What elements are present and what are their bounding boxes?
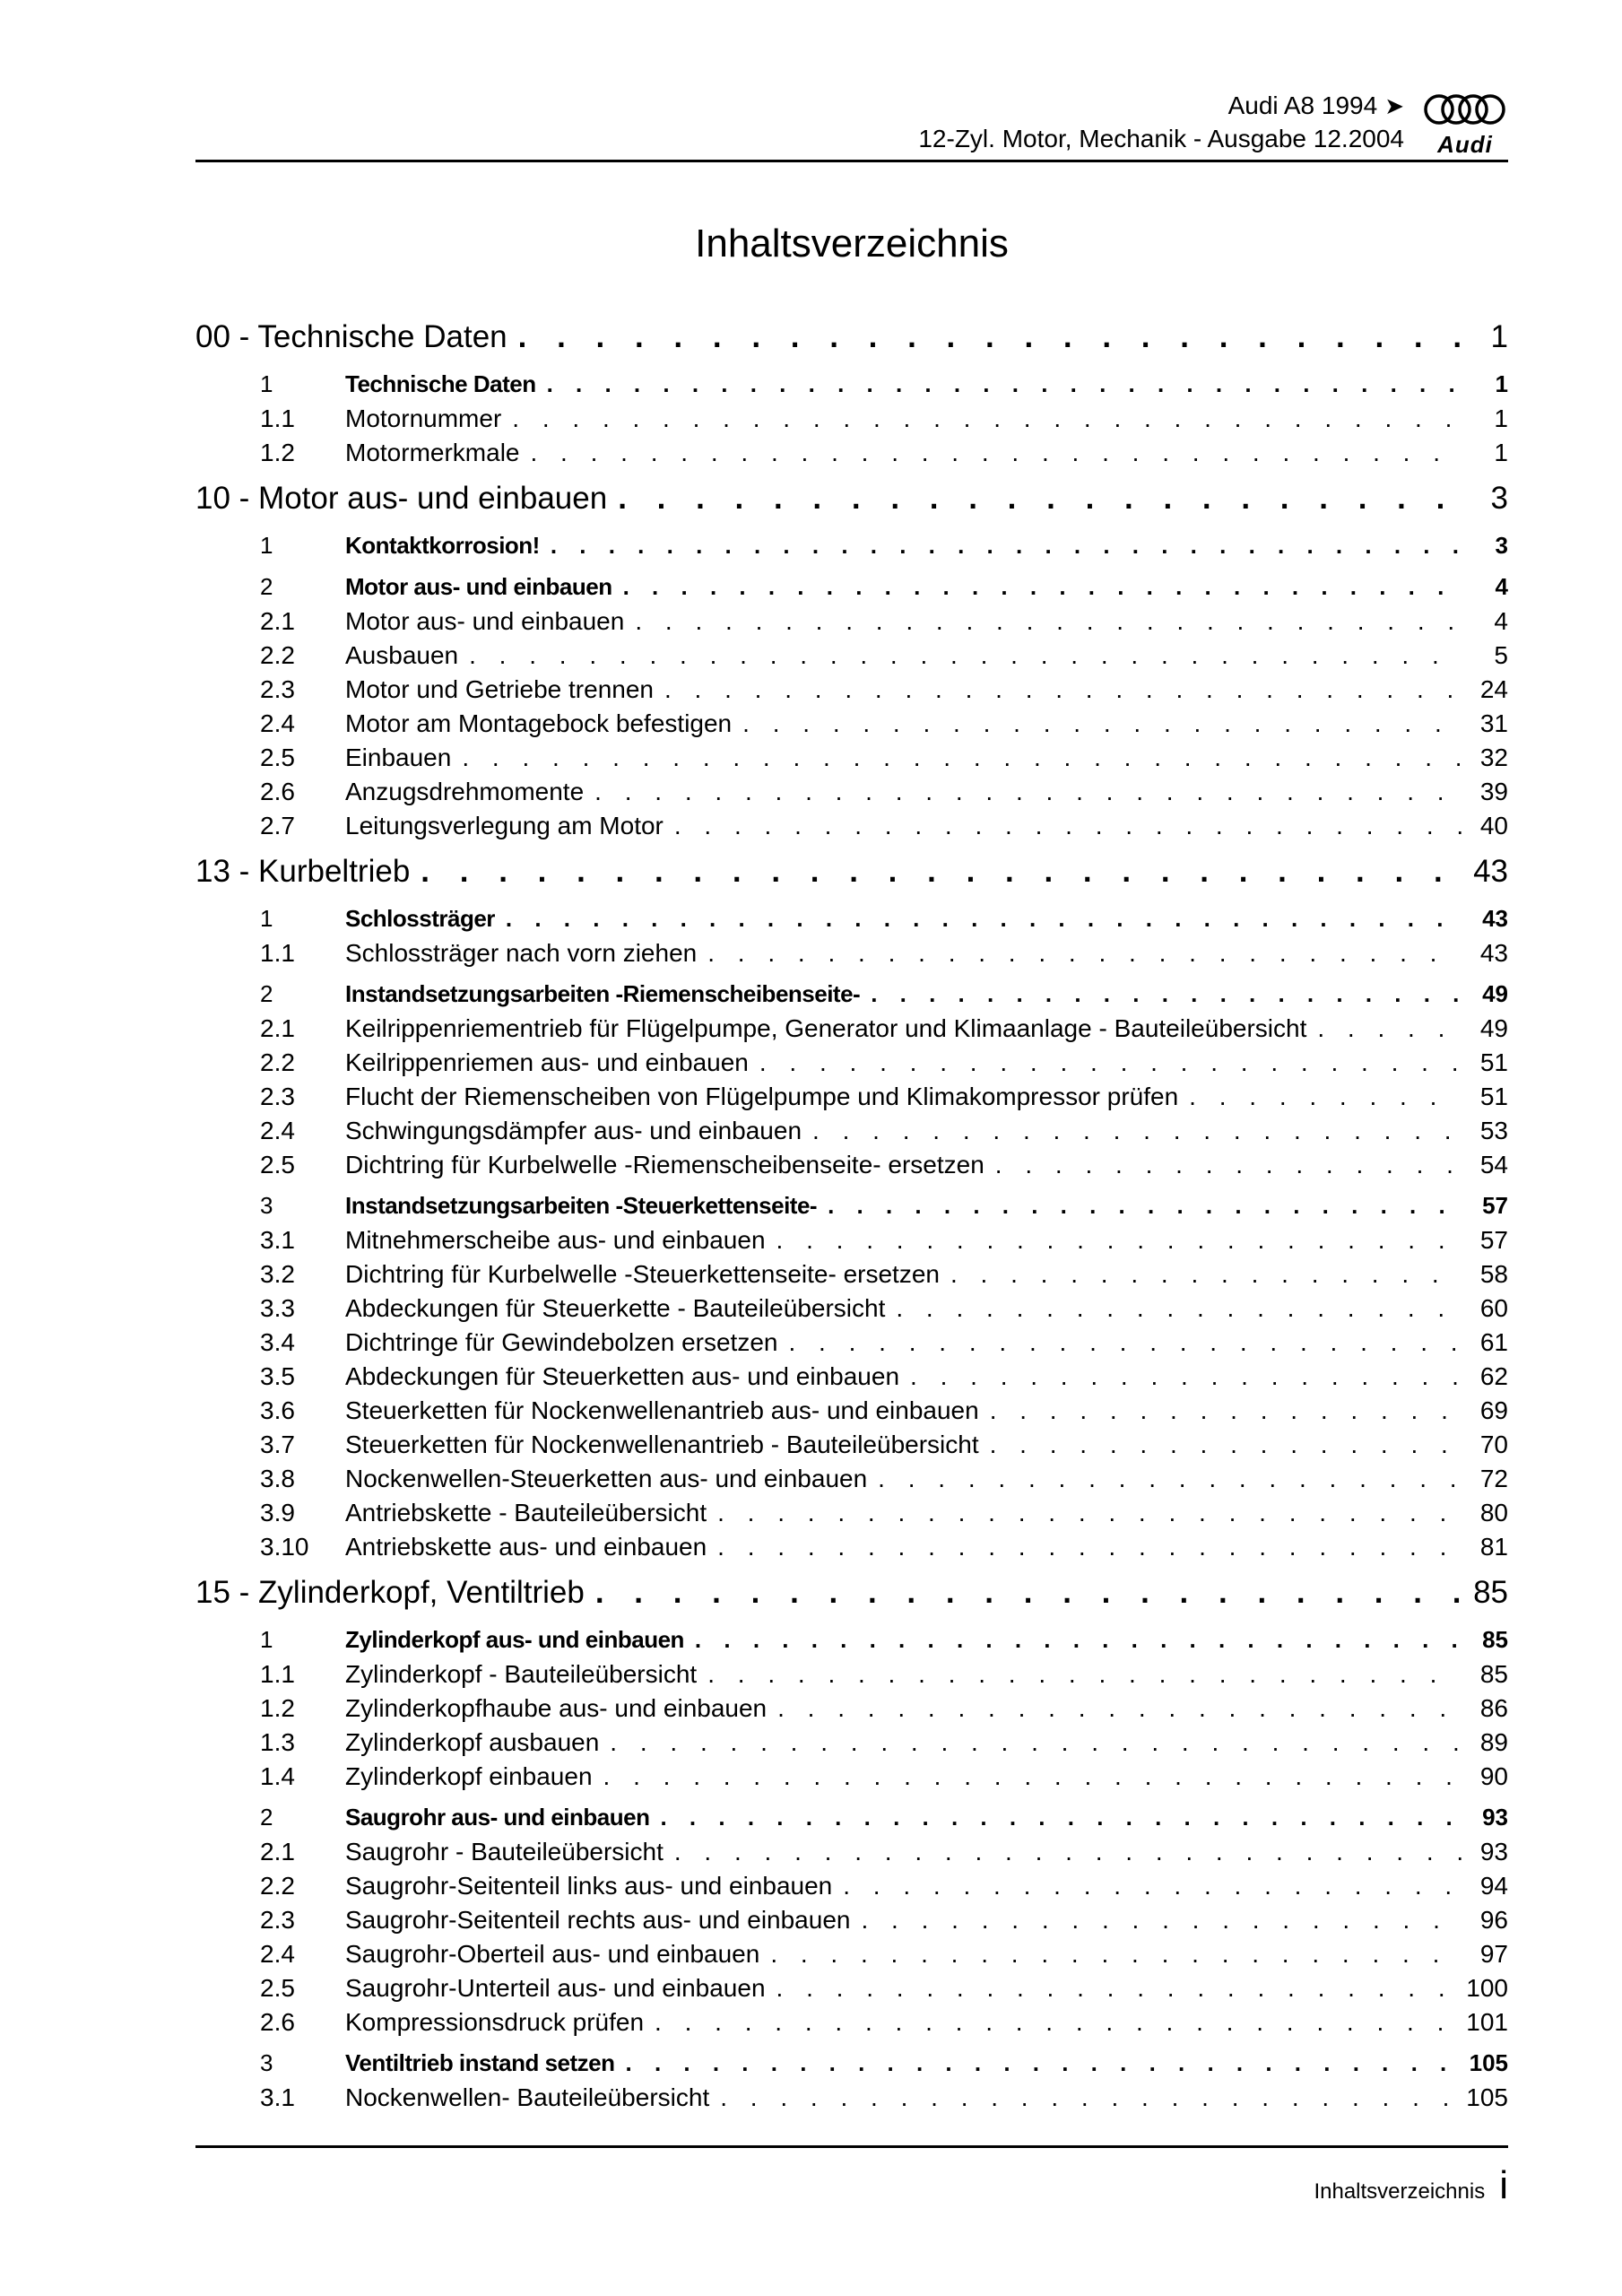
toc-page-number: 43 — [1482, 905, 1508, 932]
dot-leader — [776, 1223, 1462, 1257]
toc-number: 1.4 — [260, 1762, 295, 1790]
dot-leader — [626, 2045, 1459, 2081]
toc-number: 2.1 — [260, 607, 295, 635]
toc-subsection[interactable] — [195, 1835, 1508, 1869]
toc-subsection[interactable] — [195, 639, 1508, 673]
toc-chapter[interactable] — [195, 470, 1508, 527]
page-title: Inhaltsverzeichnis — [695, 222, 1009, 265]
page-header — [195, 90, 1508, 161]
toc-subsection[interactable] — [195, 1148, 1508, 1182]
toc-subsection[interactable] — [195, 1692, 1508, 1726]
dot-leader — [512, 402, 1462, 436]
toc-number: 2.4 — [260, 1940, 295, 1968]
toc-number: 2.2 — [260, 641, 295, 669]
toc-page-number: 89 — [1479, 1728, 1508, 1756]
toc-subsection[interactable] — [195, 1937, 1508, 1971]
toc-label: Dichtring für Kurbelwelle -Steuerkettenseite- ersetzen — [345, 1260, 940, 1288]
toc-section[interactable] — [195, 2045, 1508, 2081]
toc-section[interactable] — [195, 900, 1508, 936]
toc-subsection[interactable] — [195, 436, 1508, 470]
toc-page-number: 58 — [1479, 1260, 1508, 1288]
toc-number: 2.3 — [260, 675, 295, 703]
toc-label: Zylinderkopf einbauen — [345, 1762, 593, 1790]
toc-page-number: 53 — [1479, 1117, 1508, 1144]
dot-leader — [551, 527, 1462, 563]
dot-leader — [707, 1657, 1462, 1692]
toc-label: Abdeckungen für Steuerketten aus- und einbauen — [345, 1362, 900, 1390]
footer-label: Inhaltsverzeichnis — [1314, 2179, 1486, 2204]
toc-label: Leitungsverlegung am Motor — [345, 812, 664, 839]
dot-leader — [720, 2081, 1455, 2115]
dot-leader — [610, 1726, 1462, 1760]
toc-page-number: 51 — [1479, 1083, 1508, 1110]
toc-section[interactable] — [195, 569, 1508, 604]
dot-leader — [759, 1046, 1462, 1080]
toc-subsection[interactable] — [195, 1046, 1508, 1080]
toc-number: 2.6 — [260, 2008, 295, 2036]
toc-number: 1 — [260, 370, 273, 397]
toc-label: Anzugsdrehmomente — [345, 778, 585, 805]
toc-section[interactable] — [195, 366, 1508, 402]
toc-number: 1.3 — [260, 1728, 295, 1756]
toc-label: Zylinderkopfhaube aus- und einbauen — [345, 1694, 768, 1722]
toc-page-number: 62 — [1479, 1362, 1508, 1390]
toc-subsection[interactable] — [195, 1462, 1508, 1496]
toc-page-number: 96 — [1479, 1906, 1508, 1934]
toc-page-number: 61 — [1479, 1328, 1508, 1356]
dot-leader — [674, 809, 1462, 843]
toc-number: 2.3 — [260, 1906, 295, 1934]
toc-label: Instandsetzungsarbeiten -Steuerkettenseite- — [345, 1192, 818, 1219]
toc-subsection[interactable] — [195, 1326, 1508, 1360]
toc-page-number: 40 — [1479, 812, 1508, 839]
dot-leader — [990, 1394, 1462, 1428]
toc-page-number: 1 — [1494, 404, 1508, 432]
toc-subsection[interactable] — [195, 1428, 1508, 1462]
dot-leader — [828, 1187, 1462, 1223]
dot-leader — [421, 843, 1462, 900]
toc-subsection[interactable] — [195, 1292, 1508, 1326]
dot-leader — [595, 1564, 1462, 1622]
footer-divider — [195, 2145, 1508, 2148]
toc-label: Motor aus- und einbauen — [345, 573, 612, 600]
toc-number: 2.5 — [260, 1151, 295, 1178]
toc-label: Saugrohr aus- und einbauen — [345, 1804, 650, 1831]
toc-page-number: 43 — [1479, 939, 1508, 967]
toc-subsection[interactable] — [195, 1760, 1508, 1794]
audi-logo — [1422, 90, 1508, 160]
toc-number: 3.8 — [260, 1465, 295, 1492]
toc-number: 3.6 — [260, 1396, 295, 1424]
toc-page-number: 70 — [1479, 1431, 1508, 1458]
toc-subsection[interactable] — [195, 1114, 1508, 1148]
table-of-contents — [195, 309, 1508, 2115]
toc-page-number: 81 — [1479, 1533, 1508, 1561]
dot-leader — [742, 707, 1462, 741]
toc-page-number: 54 — [1479, 1151, 1508, 1178]
toc-number: 3.1 — [260, 2083, 295, 2111]
dot-leader — [896, 1292, 1462, 1326]
dot-leader — [664, 673, 1462, 707]
toc-number: 3.3 — [260, 1294, 295, 1322]
toc-subsection[interactable] — [195, 1530, 1508, 1564]
toc-number: 2 — [260, 980, 273, 1007]
toc-label: 10 - Motor aus- und einbauen — [195, 481, 608, 516]
toc-section[interactable] — [195, 1799, 1508, 1835]
toc-label: Ausbauen — [345, 641, 459, 669]
toc-subsection[interactable] — [195, 673, 1508, 707]
toc-number: 2.3 — [260, 1083, 295, 1110]
toc-section[interactable] — [195, 1622, 1508, 1657]
toc-label: Dichtring für Kurbelwelle -Riemenscheibenseite- ersetzen — [345, 1151, 984, 1178]
dot-leader — [950, 1257, 1462, 1292]
dot-leader — [530, 436, 1462, 470]
toc-number: 3.9 — [260, 1499, 295, 1526]
toc-page-number: 72 — [1479, 1465, 1508, 1492]
toc-number: 3.1 — [260, 1226, 295, 1254]
toc-label: Zylinderkopf - Bauteileübersicht — [345, 1660, 698, 1688]
toc-subsection[interactable] — [195, 1726, 1508, 1760]
dot-leader — [660, 1799, 1462, 1835]
toc-page-number: 60 — [1479, 1294, 1508, 1322]
toc-label: Kontaktkorrosion! — [345, 532, 540, 559]
toc-label: Dichtringe für Gewindebolzen ersetzen — [345, 1328, 778, 1356]
audi-rings-icon — [1422, 90, 1508, 131]
toc-page-number: 105 — [1466, 2083, 1508, 2111]
toc-number: 2.6 — [260, 778, 295, 805]
toc-page-number: 1 — [1490, 319, 1508, 354]
dot-leader — [843, 1869, 1462, 1903]
toc-number: 2.1 — [260, 1838, 295, 1866]
header-model: Audi A8 1994 — [1227, 91, 1378, 119]
toc-subsection[interactable] — [195, 2081, 1508, 2115]
dot-leader — [812, 1114, 1462, 1148]
toc-number: 2 — [260, 573, 273, 600]
dot-leader — [462, 741, 1462, 775]
toc-subsection[interactable] — [195, 1496, 1508, 1530]
toc-page-number: 39 — [1479, 778, 1508, 805]
dot-leader — [594, 775, 1462, 809]
toc-subsection[interactable] — [195, 1012, 1508, 1046]
dot-leader — [635, 604, 1462, 639]
toc-label: Nockenwellen-Steuerketten aus- und einbauen — [345, 1465, 868, 1492]
toc-section[interactable] — [195, 976, 1508, 1012]
toc-number: 3.10 — [260, 1533, 309, 1561]
dot-leader — [788, 1326, 1462, 1360]
toc-number: 1.2 — [260, 439, 295, 466]
toc-chapter[interactable] — [195, 843, 1508, 900]
dot-leader — [547, 366, 1462, 402]
dot-leader — [717, 1496, 1462, 1530]
toc-subsection[interactable] — [195, 1394, 1508, 1428]
toc-number: 2.4 — [260, 1117, 295, 1144]
toc-label: Technische Daten — [345, 370, 536, 397]
toc-section[interactable] — [195, 527, 1508, 563]
toc-number: 3.5 — [260, 1362, 295, 1390]
toc-page-number: 86 — [1479, 1694, 1508, 1722]
dot-leader — [603, 1760, 1462, 1794]
dot-leader — [695, 1622, 1462, 1657]
toc-page-number: 80 — [1479, 1499, 1508, 1526]
dot-leader — [990, 1428, 1462, 1462]
toc-label: Saugrohr-Unterteil aus- und einbauen — [345, 1974, 766, 2002]
dot-leader — [618, 470, 1462, 527]
toc-label: Motor und Getriebe trennen — [345, 675, 654, 703]
toc-page-number: 24 — [1479, 675, 1508, 703]
dot-leader — [776, 1971, 1456, 2005]
header-divider — [195, 160, 1508, 162]
toc-subsection[interactable] — [195, 2005, 1508, 2039]
toc-number: 2.7 — [260, 812, 295, 839]
footer-page-number: i — [1499, 2163, 1508, 2207]
toc-number: 3.4 — [260, 1328, 295, 1356]
toc-subsection[interactable] — [195, 1257, 1508, 1292]
toc-number: 1.2 — [260, 1694, 295, 1722]
dot-leader — [1189, 1080, 1462, 1114]
toc-subsection[interactable] — [195, 1869, 1508, 1903]
dot-leader — [655, 2005, 1455, 2039]
toc-label: Saugrohr - Bauteileübersicht — [345, 1838, 664, 1866]
dot-leader — [910, 1360, 1462, 1394]
dot-leader — [777, 1692, 1462, 1726]
toc-page-number: 3 — [1495, 532, 1508, 559]
toc-subsection[interactable] — [195, 1903, 1508, 1937]
toc-page-number: 69 — [1479, 1396, 1508, 1424]
page-footer — [1314, 2163, 1508, 2208]
toc-page-number: 3 — [1490, 481, 1508, 516]
toc-label: Antriebskette - Bauteileübersicht — [345, 1499, 707, 1526]
toc-label: Mitnehmerscheibe aus- und einbauen — [345, 1226, 766, 1254]
toc-chapter[interactable] — [195, 309, 1508, 366]
toc-page-number: 90 — [1479, 1762, 1508, 1790]
toc-label: Flucht der Riemenscheiben von Flügelpumpe und Klimakompressor prüfen — [345, 1083, 1179, 1110]
toc-label: 15 - Zylinderkopf, Ventiltrieb — [195, 1575, 585, 1610]
toc-label: Steuerketten für Nockenwellenantrieb aus- und einbauen — [345, 1396, 979, 1424]
toc-number: 2.5 — [260, 744, 295, 771]
toc-label: Abdeckungen für Steuerkette - Bauteileübersicht — [345, 1294, 886, 1322]
toc-number: 2.1 — [260, 1014, 295, 1042]
toc-page-number: 1 — [1494, 439, 1508, 466]
header-text — [918, 90, 1404, 156]
dot-leader — [871, 976, 1462, 1012]
toc-number: 3.7 — [260, 1431, 295, 1458]
toc-label: Zylinderkopf ausbauen — [345, 1728, 600, 1756]
dot-leader — [861, 1903, 1462, 1937]
toc-label: 00 - Technische Daten — [195, 319, 507, 354]
toc-subsection[interactable] — [195, 775, 1508, 809]
dot-leader — [623, 569, 1462, 604]
toc-page-number: 32 — [1479, 744, 1508, 771]
dot-leader — [707, 936, 1462, 970]
header-subtitle: 12-Zyl. Motor, Mechanik - Ausgabe 12.2004 — [918, 125, 1404, 152]
toc-label: Nockenwellen- Bauteileübersicht — [345, 2083, 710, 2111]
toc-number: 1 — [260, 1626, 273, 1653]
toc-page-number: 4 — [1495, 573, 1508, 600]
toc-subsection[interactable] — [195, 707, 1508, 741]
dot-leader — [717, 1530, 1462, 1564]
toc-subsection[interactable] — [195, 1971, 1508, 2005]
toc-label: Steuerketten für Nockenwellenantrieb - Bauteileübersicht — [345, 1431, 979, 1458]
toc-number: 1.1 — [260, 1660, 295, 1688]
toc-number: 1.1 — [260, 404, 295, 432]
toc-page-number: 105 — [1469, 2049, 1508, 2076]
toc-label: Motor am Montagebock befestigen — [345, 709, 733, 737]
toc-label: Kompressionsdruck prüfen — [345, 2008, 645, 2036]
toc-label: Zylinderkopf aus- und einbauen — [345, 1626, 684, 1653]
toc-page-number: 57 — [1482, 1192, 1508, 1219]
toc-page-number: 97 — [1479, 1940, 1508, 1968]
toc-subsection[interactable] — [195, 1360, 1508, 1394]
toc-number: 3.2 — [260, 1260, 295, 1288]
toc-number: 2.5 — [260, 1974, 295, 2002]
toc-page-number: 4 — [1494, 607, 1508, 635]
toc-page-number: 43 — [1473, 854, 1508, 889]
dot-leader — [878, 1462, 1462, 1496]
toc-label: Saugrohr-Oberteil aus- und einbauen — [345, 1940, 760, 1968]
toc-number: 2.2 — [260, 1872, 295, 1900]
toc-label: Motor aus- und einbauen — [345, 607, 625, 635]
toc-label: Antriebskette aus- und einbauen — [345, 1533, 707, 1561]
toc-page-number: 85 — [1482, 1626, 1508, 1653]
toc-label: Keilrippenriemen aus- und einbauen — [345, 1048, 749, 1076]
toc-page-number: 51 — [1479, 1048, 1508, 1076]
toc-number: 1 — [260, 905, 273, 932]
toc-chapter[interactable] — [195, 1564, 1508, 1622]
toc-page-number: 49 — [1479, 1014, 1508, 1042]
toc-number: 2 — [260, 1804, 273, 1831]
toc-page-number: 31 — [1479, 709, 1508, 737]
toc-number: 2.2 — [260, 1048, 295, 1076]
toc-label: Instandsetzungsarbeiten -Riemenscheibenseite- — [345, 980, 861, 1007]
toc-page-number: 100 — [1466, 1974, 1508, 2002]
toc-section[interactable] — [195, 1187, 1508, 1223]
toc-label: Ventiltrieb instand setzen — [345, 2049, 615, 2076]
toc-page-number: 49 — [1482, 980, 1508, 1007]
toc-page-number: 93 — [1479, 1838, 1508, 1866]
dot-leader — [674, 1835, 1462, 1869]
toc-subsection[interactable] — [195, 809, 1508, 843]
toc-number: 1 — [260, 532, 273, 559]
header-block — [918, 90, 1508, 160]
toc-subsection[interactable] — [195, 1080, 1508, 1114]
toc-subsection[interactable] — [195, 741, 1508, 775]
toc-number: 2.4 — [260, 709, 295, 737]
toc-number: 1.1 — [260, 939, 295, 967]
toc-label: Einbauen — [345, 744, 452, 771]
dot-leader — [506, 900, 1462, 936]
toc-label: Schwingungsdämpfer aus- und einbauen — [345, 1117, 802, 1144]
toc-label: Keilrippenriementrieb für Flügelpumpe, Generator und Klimaanlage - Bauteileübersicht — [345, 1014, 1307, 1042]
audi-logo-text: Audi — [1437, 131, 1493, 158]
header-model-line — [918, 90, 1404, 122]
toc-label: Schlossträger — [345, 905, 495, 932]
toc-page-number: 85 — [1473, 1575, 1508, 1610]
toc-subsection[interactable] — [195, 1657, 1508, 1692]
toc-label: Motormerkmale — [345, 439, 520, 466]
toc-page-number: 5 — [1494, 641, 1508, 669]
dot-leader — [995, 1148, 1462, 1182]
toc-number: 3 — [260, 2049, 273, 2076]
toc-label: Motornummer — [345, 404, 502, 432]
toc-subsection[interactable] — [195, 936, 1508, 970]
toc-label: Schlossträger nach vorn ziehen — [345, 939, 698, 967]
toc-page-number: 57 — [1479, 1226, 1508, 1254]
toc-page-number: 101 — [1466, 2008, 1508, 2036]
toc-label: Saugrohr-Seitenteil links aus- und einbauen — [345, 1872, 833, 1900]
arrow-icon: ➤ — [1384, 92, 1404, 119]
toc-number: 3 — [260, 1192, 273, 1219]
toc-page-number: 85 — [1479, 1660, 1508, 1688]
dot-leader — [770, 1937, 1462, 1971]
toc-page-number: 93 — [1482, 1804, 1508, 1831]
toc-label: Saugrohr-Seitenteil rechts aus- und einbauen — [345, 1906, 851, 1934]
toc-page-number: 1 — [1495, 370, 1508, 397]
dot-leader — [469, 639, 1462, 673]
dot-leader — [1317, 1012, 1462, 1046]
toc-page-number: 94 — [1479, 1872, 1508, 1900]
toc-subsection[interactable] — [195, 1223, 1508, 1257]
toc-label: 13 - Kurbeltrieb — [195, 854, 411, 889]
toc-subsection[interactable] — [195, 604, 1508, 639]
toc-subsection[interactable] — [195, 402, 1508, 436]
dot-leader — [518, 309, 1462, 366]
